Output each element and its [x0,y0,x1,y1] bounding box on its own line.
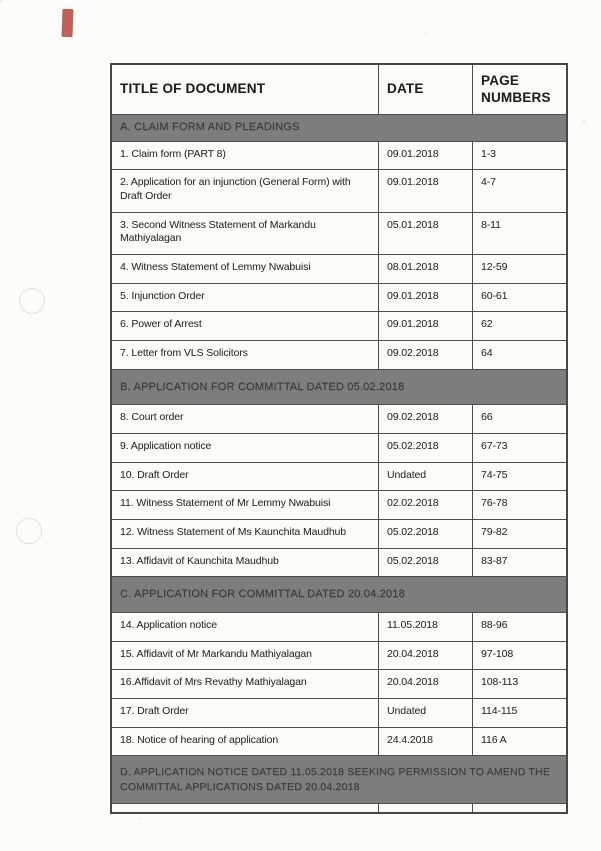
row-date: 20.04.2018 [379,670,473,699]
row-pages: 67-73 [473,434,568,463]
row-title: 13. Affidavit of Kaunchita Maudhub [111,548,379,577]
scan-noise [0,0,2,2]
row-pages: 97-108 [473,641,568,670]
row-title: 5. Injunction Order [111,283,379,312]
row-title: 12. Witness Statement of Ms Kaunchita Maudhub [111,520,379,549]
row-date: 09.01.2018 [379,283,473,312]
row-date: 02.02.2018 [379,491,473,520]
row-pages: 108-113 [473,670,568,699]
row-date: 09.01.2018 [379,170,473,212]
header-row [111,64,567,115]
table-row [111,212,567,254]
row-pages: 1-3 [473,141,568,170]
table-row [111,491,567,520]
row-date: 05.01.2018 [379,212,473,254]
row-date: 05.02.2018 [379,434,473,463]
punch-hole-bottom-icon [16,518,42,544]
row-date: 09.01.2018 [379,312,473,341]
row-date: 20.04.2018 [379,641,473,670]
row-pages: 12-59 [473,255,568,284]
row-title: 2. Application for an injunction (General Form) with Draft Order [111,170,379,212]
section-title: A. CLAIM FORM AND PLEADINGS [111,115,567,142]
row-pages: 74-75 [473,462,568,491]
column-header-pages: PAGE NUMBERS [473,64,568,115]
table-row [111,283,567,312]
table-row [111,434,567,463]
row-pages: 4-7 [473,170,568,212]
row-title: 4. Witness Statement of Lemmy Nwabuisi [111,255,379,284]
section-header-row [111,577,567,613]
table-row [111,803,567,813]
table-row [111,641,567,670]
row-date: 08.01.2018 [379,255,473,284]
row-title: 17. Draft Order [111,699,379,728]
table-row [111,255,567,284]
row-title: 15. Affidavit of Mr Markandu Mathiyalagan [111,641,379,670]
row-pages: 79-82 [473,520,568,549]
punch-hole-top-icon [19,288,45,314]
row-date: 05.02.2018 [379,548,473,577]
row-pages [473,803,568,813]
row-title: 14. Application notice [111,613,379,642]
table-row [111,727,567,756]
table-row [111,141,567,170]
row-pages: 114-115 [473,699,568,728]
section-title: C. APPLICATION FOR COMMITTAL DATED 20.04.2018 [111,577,567,613]
row-pages: 8-11 [473,212,568,254]
table-row [111,340,567,369]
row-title: 18. Notice of hearing of application [111,727,379,756]
row-pages: 116 A [473,727,568,756]
row-pages: 62 [473,312,568,341]
row-title: 10. Draft Order [111,462,379,491]
column-header-title: TITLE OF DOCUMENT [111,64,379,115]
row-date: Undated [379,462,473,491]
row-date: 09.02.2018 [379,340,473,369]
section-title: D. APPLICATION NOTICE DATED 11.05.2018 SEEKING PERMISSION TO AMEND THE COMMITTAL APPLICATIONS DATED 20.04.2018 [111,756,567,803]
row-title [111,803,379,813]
table-row [111,670,567,699]
row-pages: 83-87 [473,548,568,577]
table-row [111,613,567,642]
row-title: 1. Claim form (PART 8) [111,141,379,170]
row-date: 09.01.2018 [379,141,473,170]
red-ink-mark [62,9,74,37]
table-row [111,312,567,341]
table-row [111,548,567,577]
section-header-row [111,756,567,803]
table-body [111,115,567,813]
section-header-row [111,115,567,142]
row-title: 7. Letter from VLS Solicitors [111,340,379,369]
row-date [379,803,473,813]
row-title: 16.Affidavit of Mrs Revathy Mathiyalagan [111,670,379,699]
row-date: 24.4.2018 [379,727,473,756]
table-row [111,170,567,212]
row-title: 9. Application notice [111,434,379,463]
row-title: 11. Witness Statement of Mr Lemmy Nwabuisi [111,491,379,520]
section-header-row [111,369,567,405]
row-date: 09.02.2018 [379,405,473,434]
row-date: 05.02.2018 [379,520,473,549]
row-date: Undated [379,699,473,728]
table-row [111,462,567,491]
row-title: 8. Court order [111,405,379,434]
section-title: B. APPLICATION FOR COMMITTAL DATED 05.02.2018 [111,369,567,405]
row-title: 3. Second Witness Statement of Markandu Mathiyalagan [111,212,379,254]
row-date: 11.05.2018 [379,613,473,642]
row-title: 6. Power of Arrest [111,312,379,341]
row-pages: 76-78 [473,491,568,520]
table-row [111,699,567,728]
row-pages: 66 [473,405,568,434]
column-header-date: DATE [379,64,473,115]
row-pages: 60-61 [473,283,568,312]
row-pages: 64 [473,340,568,369]
document-index-table [110,63,568,814]
row-pages: 88-96 [473,613,568,642]
table-row [111,520,567,549]
table-row [111,405,567,434]
